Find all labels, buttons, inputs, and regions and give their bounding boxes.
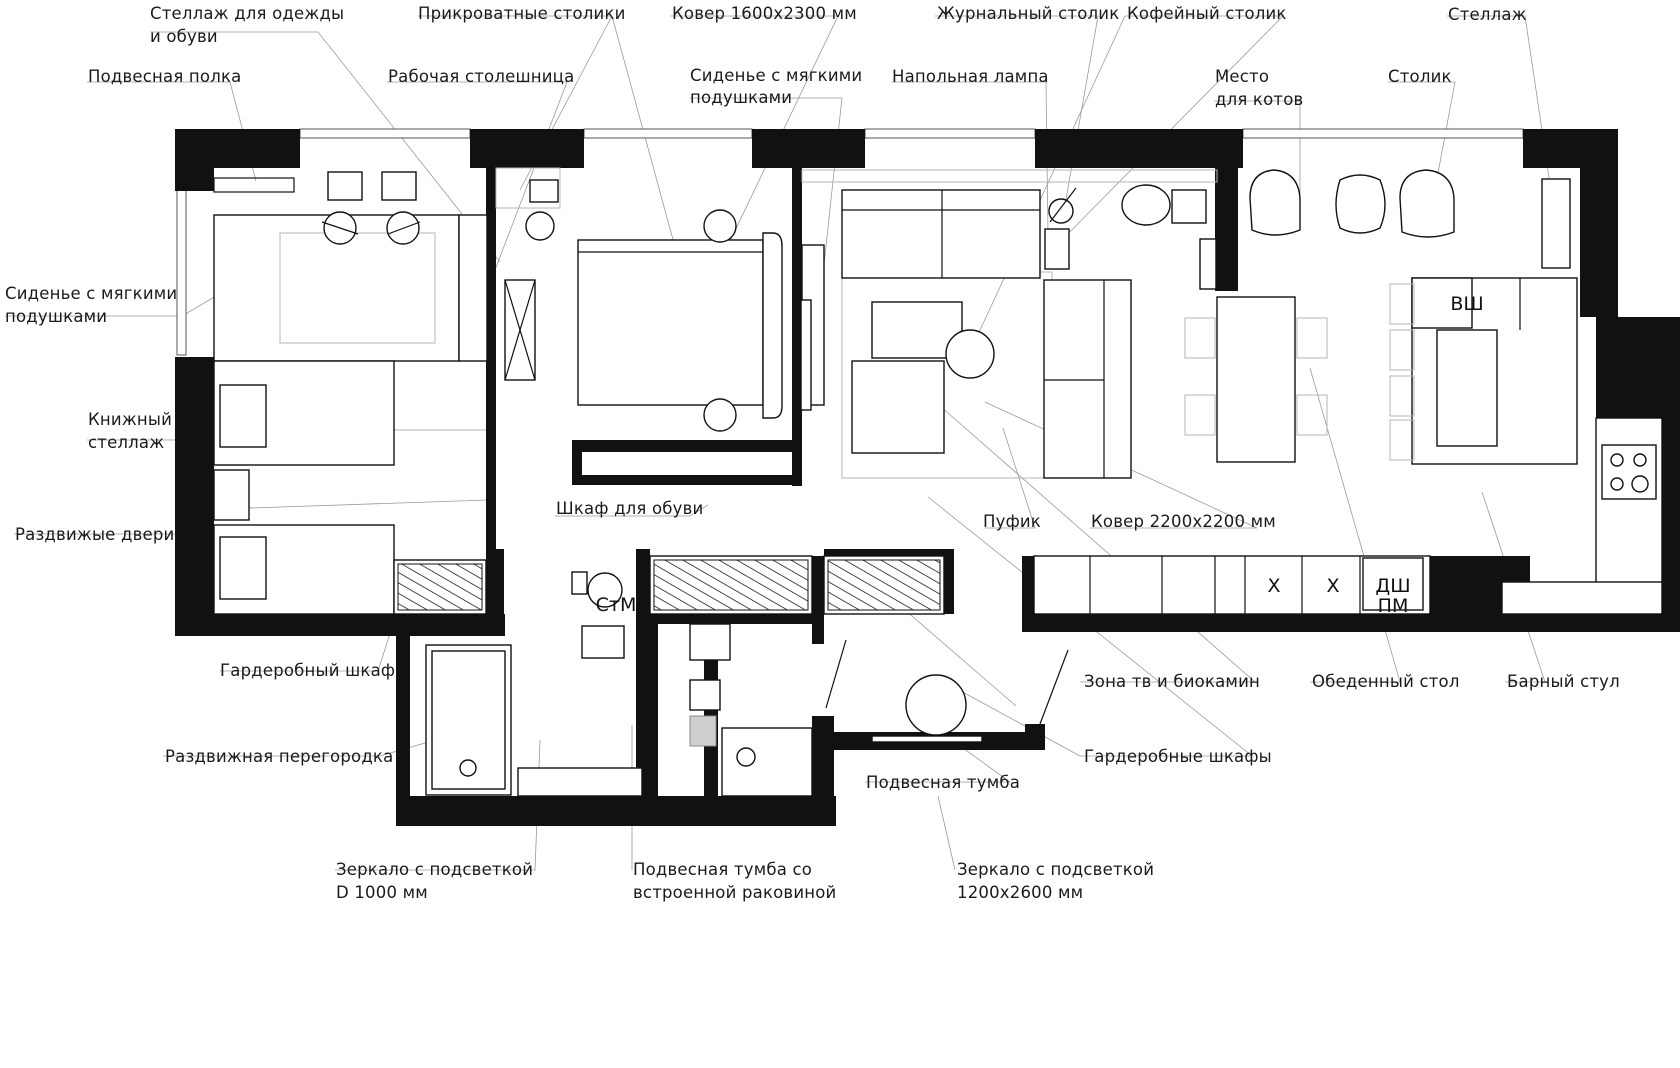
dishwasher-mark-2: ПМ — [1377, 595, 1409, 617]
label-magazine-table: Журнальный столик — [937, 4, 1120, 23]
dishwasher-mark-1: ДШ — [1375, 575, 1411, 597]
middle-bedroom — [496, 168, 824, 431]
label-sliding-partition: Раздвижная перегородка — [165, 747, 394, 766]
label-small-table: Столик — [1388, 67, 1452, 86]
washer-mark: ВШ — [1450, 293, 1484, 315]
label-rack: Стеллаж — [1448, 5, 1527, 24]
label-bedside-tables: Прикроватные столики — [418, 4, 626, 23]
label-cat-place-2: для котов — [1215, 90, 1304, 109]
label-cat-place: Место — [1215, 67, 1270, 86]
label-soft-seat-left-2: подушками — [5, 307, 108, 326]
label-hanging-shelf: Подвесная полка — [88, 67, 242, 86]
label-mirror-round: Зеркало с подсветкой — [336, 860, 534, 879]
label-soft-seat-top-2: подушками — [690, 88, 793, 107]
label-tv-zone: Зона тв и биокамин — [1084, 672, 1260, 691]
label-hanging-cabinet-sink-2: встроенной раковиной — [633, 883, 837, 902]
label-work-top: Рабочая столешница — [388, 67, 575, 86]
label-soft-seat-top: Сиденье с мягкими — [690, 66, 863, 85]
washing-machine-mark: СтМ — [595, 594, 637, 616]
label-shoe-cabinet: Шкаф для обуви — [556, 499, 704, 518]
label-carpet-living: Ковер 2200х2200 мм — [1091, 512, 1276, 531]
label-mirror-rect: Зеркало с подсветкой — [957, 860, 1155, 879]
label-dining-table: Обеденный стол — [1312, 672, 1460, 691]
label-floor-lamp: Напольная лампа — [892, 67, 1049, 86]
label-bar-stool: Барный стул — [1507, 672, 1620, 691]
cross-mark-a: Х — [1267, 575, 1281, 597]
label-wardrobe: Гардеробный шкаф — [220, 661, 396, 680]
label-shelving-clothes: Стеллаж для одежды — [150, 4, 345, 23]
label-sliding-doors: Раздвижые двери — [15, 525, 175, 544]
label-soft-seat-left: Сиденье с мягкими — [5, 284, 178, 303]
label-bookcase-2: стеллаж — [88, 433, 165, 452]
left-bedroom — [214, 172, 487, 614]
label-pouf: Пуфик — [983, 512, 1041, 531]
label-wardrobes: Гардеробные шкафы — [1084, 747, 1272, 766]
label-mirror-round-2: D 1000 мм — [336, 883, 428, 902]
cross-mark-b: Х — [1326, 575, 1340, 597]
label-hanging-cabinet-sink: Подвесная тумба со — [633, 860, 813, 879]
label-mirror-rect-2: 1200х2600 мм — [957, 883, 1084, 902]
label-carpet-bed: Ковер 1600х2300 мм — [672, 4, 857, 23]
label-shelving-clothes-2: и обуви — [150, 27, 218, 46]
living-room — [802, 170, 1217, 478]
label-bookcase: Книжный — [88, 410, 173, 429]
hall-wardrobes — [650, 549, 954, 614]
label-hanging-cabinet: Подвесная тумба — [866, 773, 1021, 792]
label-coffee-table: Кофейный столик — [1127, 4, 1287, 23]
